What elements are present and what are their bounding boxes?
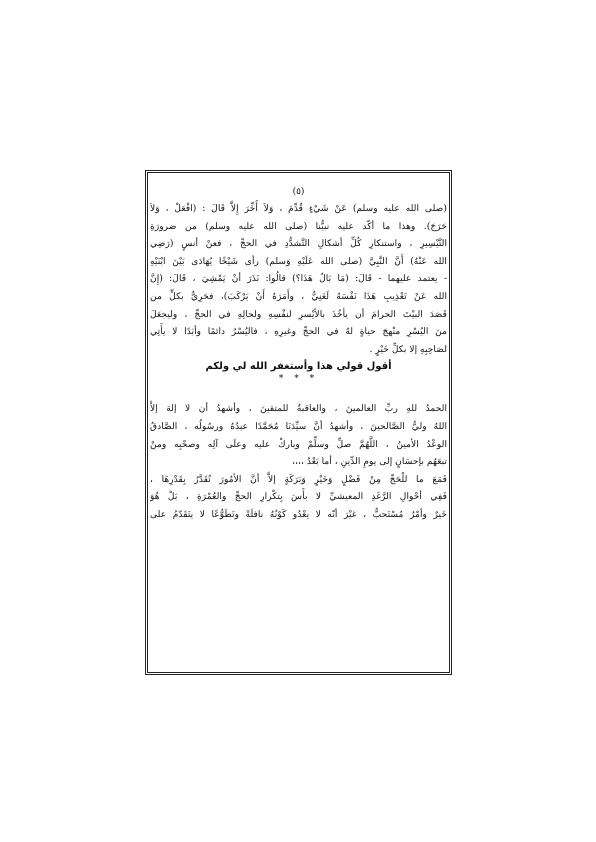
text-line: التَّيْسِيرِ ، واستنكارِ كُلِّ أشكالِ التَّشدُّدِ في الحجِّ ، فعنْ أنسٍ (رَضِي <box>150 238 447 250</box>
text-line: خَيرٌ وأمْرٌ مُسْتَحبٌّ ، غيْرَ أنّه لا يعْدُو كَوْنُهُ نافلَةً وتَطَوُّعًا لا يتَقَدّمُ على <box>150 508 447 520</box>
text-line: الحمدُ للهِ ربِّ العالمينَ ، والعاقبةُ للمتقينَ ، وأشهدُ أن لا إلهَ إلاَّ <box>150 403 447 415</box>
text-line: الله عَنْهُ) أَنَّ النَّبِيَّ (صلى الله عَلَيْهِ وَسلم) رأى شَيْخًا يُهَادَى بَيْنَ ابْنَيْهِ <box>150 255 447 267</box>
text-line: حَرَجَ). وهذا ما أكّد عليه نبيُّنا (صلى الله عليه وسلم) من ضرورَةِ <box>150 220 447 232</box>
text-line: فَفِي أحْوالِ الرَّغَدِ المعيشيِّ لا بأْسَ بِتكْرارِ الحجِّ والعُمْرَةِ ، بَلْ هُوَ <box>150 491 447 503</box>
text-line: منَ اليُسْرِ منْهجَ حياةٍ لهُ في الحجِّ وغيرِهِ ، فاليُسْرُ دائمًا وأبَدًا لا يأْتِي <box>150 326 447 338</box>
text-line: الوعْدُ الأمينُ ، اللَّهُمَّ صلِّ وسلِّمْ وباركْ عليه وعلَى آلِه وصحْبِه ومنْ <box>150 438 447 450</box>
paragraph-hadith <box>150 200 447 358</box>
text-line: اللهُ وليُّ الصَّالحينَ ، وأشهدُ أنَّ سيِّدَنَا مُحَمَّدًا عبدُهُ ورسُولُه ، الصَّادقُ <box>150 420 447 432</box>
text-line: (صلى الله عليه وسلم) عَنْ شَيْءٍ قُدِّمَ ، وَلاَ أُخِّرَ إِلاَّ قَالَ : (افْعَلْ ، وَلاَ <box>150 203 447 214</box>
text-line: الله عَنْ تَعْذِيبِ هَذَا نَفْسَهُ لَغَنِيٌّ ، وأَمَرَهُ أَنْ يَرْكَبَ)، فحَرِيٌّ بكلٍّ من <box>150 290 447 302</box>
page-content <box>150 186 447 524</box>
paragraph-hajj <box>150 471 447 524</box>
text-line: تبعَهُم بإحسَانٍ إلى يومِ الدِّينِ ، أما بَعْدُ ،،،، <box>292 456 447 468</box>
text-line: قَصَدَ البيْتَ الحرامَ أن يأخُذَ بالأيْسرِ لنفْسِهِ ولحالِهِ في الحجِّ ، وليجعَلَ <box>150 308 447 320</box>
paragraph-praise <box>150 400 447 470</box>
text-line: لصَاحِبِهِ إلا بكلِّ خَيْرٍ . <box>369 343 447 355</box>
text-line: - يعتمد عليهما - قَالَ: (مَا بَالُ هَذَا؟) قالُوا: نَذَرَ أنْ يَمْشِيَ ، قَالَ: (إِنَّ <box>150 273 447 285</box>
section-heading: أقول قولي هذا وأستغفر الله لي ولكم <box>205 361 392 373</box>
page-number: (٥) <box>292 187 305 197</box>
section-separator: * * * <box>278 374 319 385</box>
text-line: فَمَعَ ما للْحَجِّ مِنْ فَضْلٍ وَخَيْرٍ وَبَرَكَةٍ إلاَّ أنَّ الأمُورَ تُقَدَّرُ بِقَدْرِهَا ، <box>150 473 447 485</box>
